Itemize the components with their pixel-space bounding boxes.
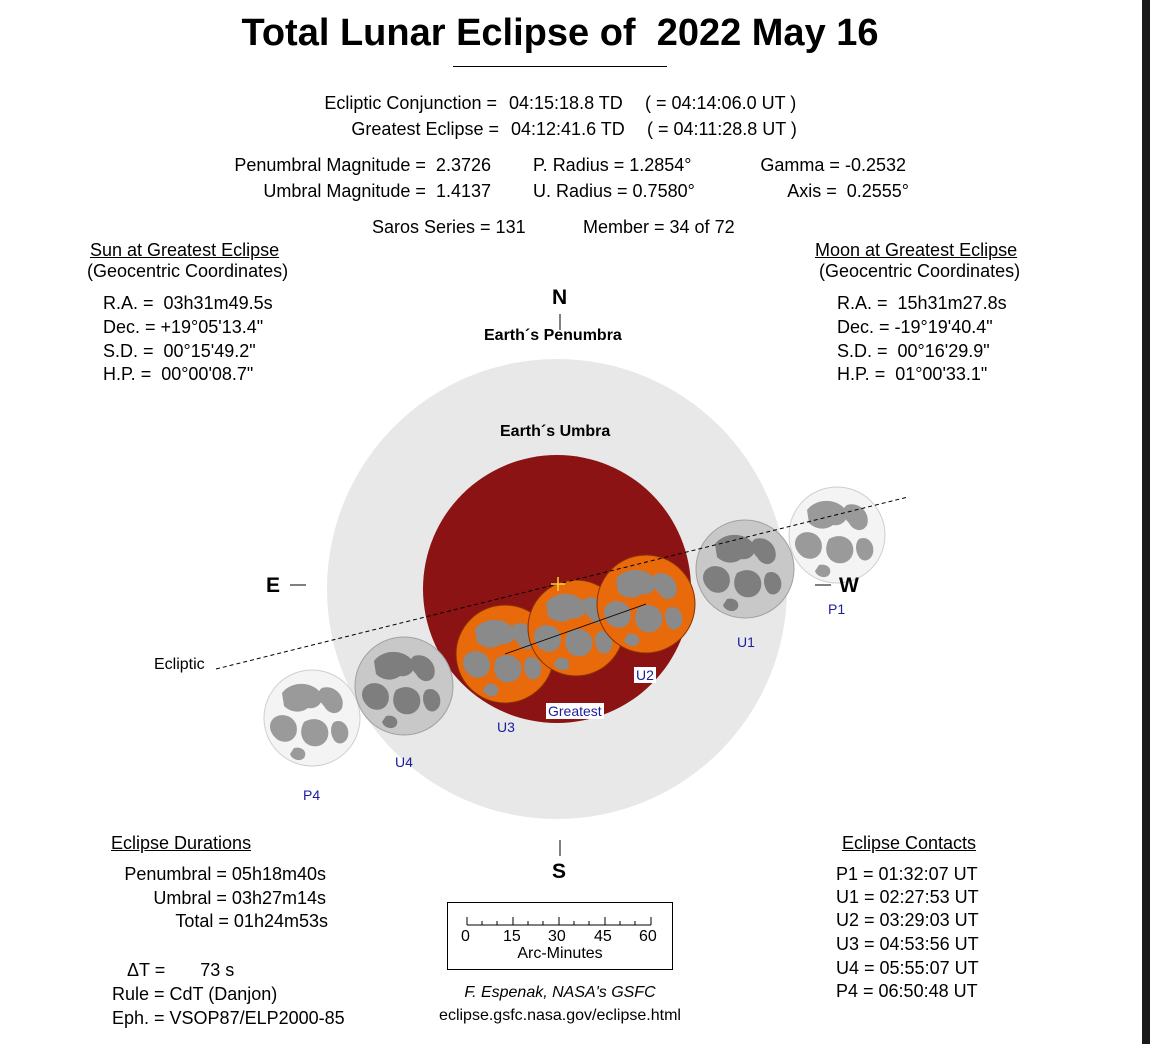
scale-tick-60: 60 xyxy=(639,928,657,945)
moon-hp: H.P. = 01°00'33.1" xyxy=(837,364,988,384)
moon-u1 xyxy=(696,520,794,618)
scale-box xyxy=(447,902,673,970)
ephemeris: Eph. = VSOP87/ELP2000-85 xyxy=(112,1008,345,1028)
contact-label-u2: U2 xyxy=(636,667,654,683)
gamma: Gamma = -0.2532 xyxy=(760,155,906,175)
contact-label-p1: P1 xyxy=(828,601,846,617)
contact-p4: P4 = 06:50:48 UT xyxy=(836,981,978,1001)
sun-heading: Sun at Greatest Eclipse xyxy=(90,240,280,260)
contacts-heading: Eclipse Contacts xyxy=(842,833,977,853)
contact-u1: U1 = 02:27:53 UT xyxy=(836,887,979,907)
north-label: N xyxy=(552,286,568,309)
contact-u2: U2 = 03:29:03 UT xyxy=(836,910,979,930)
rule: Rule = CdT (Danjon) xyxy=(112,984,278,1004)
ecliptic-label: Ecliptic xyxy=(154,656,205,673)
sun-dec: Dec. = +19°05'13.4" xyxy=(103,317,264,337)
saros-series: Saros Series = 131 xyxy=(372,217,526,237)
greatest-label: Greatest xyxy=(548,703,602,719)
axis: Axis = 0.2555° xyxy=(787,181,909,201)
u-radius: U. Radius = 0.7580° xyxy=(533,181,695,201)
credit-author: F. Espenak, NASA's GSFC xyxy=(464,984,656,1001)
moon-p1 xyxy=(789,487,885,583)
scale-tick-0: 0 xyxy=(461,928,470,945)
contact-label-u1: U1 xyxy=(737,634,755,650)
moon-p4 xyxy=(264,670,360,766)
scale-label: Arc-Minutes xyxy=(517,945,603,962)
umbral-magnitude: Umbral Magnitude = 1.4137 xyxy=(263,181,491,201)
saros-member: Member = 34 of 72 xyxy=(583,217,735,237)
south-label: S xyxy=(552,860,567,883)
moon-ra: R.A. = 15h31m27.8s xyxy=(837,293,1007,313)
greatest-ut: ( = 04:11:28.8 UT ) xyxy=(647,119,797,139)
contact-label-p4: P4 xyxy=(303,787,321,803)
conjunction-label: Ecliptic Conjunction = xyxy=(324,93,497,113)
delta-t: ΔT = 73 s xyxy=(127,960,235,980)
penumbra-label: Earth´s Penumbra xyxy=(484,327,622,344)
sun-hp: H.P. = 00°00'08.7" xyxy=(103,364,254,384)
duration-umbral: Umbral = 03h27m14s xyxy=(153,888,326,908)
contact-u3: U3 = 04:53:56 UT xyxy=(836,934,979,954)
sun-ra: R.A. = 03h31m49.5s xyxy=(103,293,273,313)
east-label: E xyxy=(266,574,281,597)
greatest-td: 04:12:41.6 TD xyxy=(511,119,625,139)
scale-tick-15: 15 xyxy=(503,928,521,945)
p-radius: P. Radius = 1.2854° xyxy=(533,155,692,175)
conjunction-ut: ( = 04:14:06.0 UT ) xyxy=(645,93,797,113)
conjunction-td: 04:15:18.8 TD xyxy=(509,93,623,113)
moon-dec: Dec. = -19°19'40.4" xyxy=(837,317,993,337)
contact-label-u4: U4 xyxy=(395,754,413,770)
moon-heading: Moon at Greatest Eclipse xyxy=(815,240,1018,260)
page-title: Total Lunar Eclipse of 2022 May 16 xyxy=(241,12,879,54)
umbra-label: Earth´s Umbra xyxy=(500,423,611,440)
sun-subheading: (Geocentric Coordinates) xyxy=(87,261,289,281)
duration-total: Total = 01h24m53s xyxy=(175,911,328,931)
scale-tick-30: 30 xyxy=(548,928,566,945)
window-edge xyxy=(1142,0,1150,1044)
greatest-label: Greatest Eclipse = xyxy=(351,119,499,139)
duration-penumbral: Penumbral = 05h18m40s xyxy=(124,864,326,884)
contact-label-u3: U3 xyxy=(497,719,515,735)
durations-heading: Eclipse Durations xyxy=(111,833,252,853)
moon-subheading: (Geocentric Coordinates) xyxy=(819,261,1021,281)
contact-u4: U4 = 05:55:07 UT xyxy=(836,958,979,978)
west-label: W xyxy=(839,574,859,597)
contact-p1: P1 = 01:32:07 UT xyxy=(836,864,978,884)
sun-sd: S.D. = 00°15'49.2" xyxy=(103,341,256,361)
moon-sd: S.D. = 00°16'29.9" xyxy=(837,341,990,361)
penumbral-magnitude: Penumbral Magnitude = 2.3726 xyxy=(234,155,491,175)
credit-url[interactable]: eclipse.gsfc.nasa.gov/eclipse.html xyxy=(439,1007,681,1024)
moon-u4 xyxy=(355,637,453,735)
scale-tick-45: 45 xyxy=(594,928,612,945)
